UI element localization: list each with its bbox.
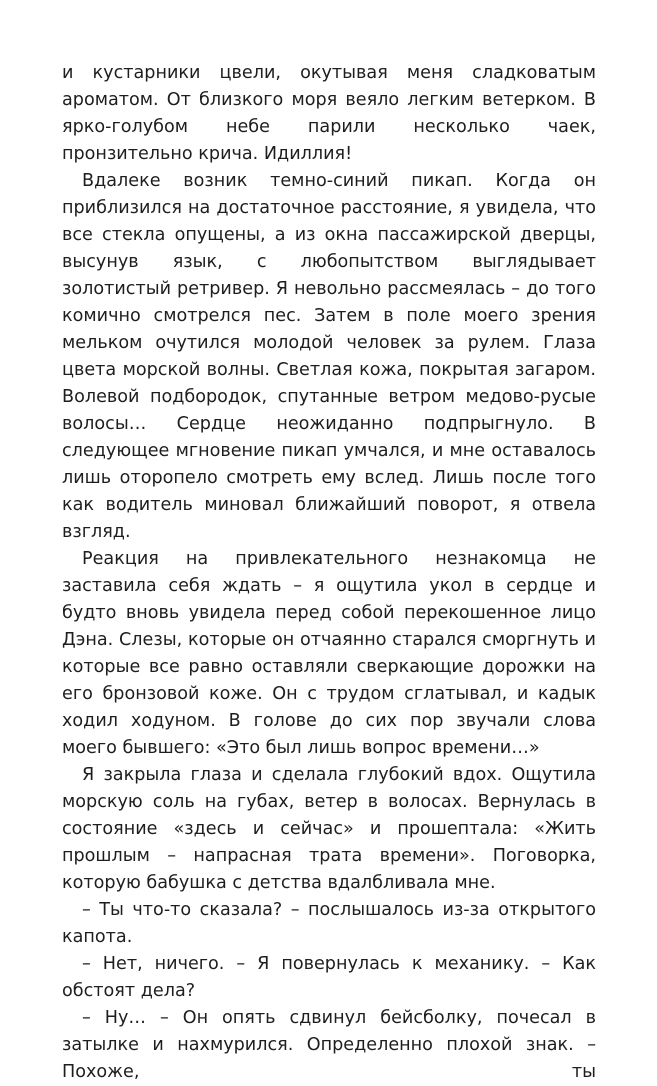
dialogue-line-1: – Ты что-то сказала? – послышалось из-за открытого капота. (62, 900, 596, 947)
paragraph-2: Вдалеке возник темно-синий пикап. Когда он приблизился на достаточное расстояние, я увидела, что все стекла опущены, а из окна пассажирской дверцы, высунув язык, с любопытством выглядывает золотистый ретривер. Я невольно рассмеялась – до того комично смотрелся пес. Затем в поле моего зрения мельком очутился молодой человек за рулем. Глаза цвета морской волны. Светлая кожа, покрытая загаром. Волевой подбородок, спутанные ветром медово-русые волосы… Сердце неожиданно подпрыгнуло. В следующее мгновение пикап умчался, и мне оставалось лишь оторопело смотреть ему вслед. Лишь после того как водитель миновал ближайший поворот, я отвела взгляд. (62, 171, 596, 542)
paragraph-3: Реакция на привлекательного незнакомца не заставила себя ждать – я ощутила укол в сердце и будто вновь увидела перед собой перекошенное лицо Дэна. Слезы, которые он отчаянно старался сморгнуть и которые все равно оставляли сверкающие дорожки на его бронзовой коже. Он с трудом сглатывал, и кадык ходил ходуном. В голове до сих пор звучали слова моего бывшего: «Это был лишь вопрос времени…» (62, 549, 596, 758)
paragraph-1: и кустарники цвели, окутывая меня сладковатым ароматом. От близкого моря веяло легким ветерком. В ярко-голубом небе парили несколько чаек, пронзительно крича. Идиллия! (62, 63, 596, 164)
paragraph-4: Я закрыла глаза и сделала глубокий вдох. Ощутила морскую соль на губах, ветер в волосах. Вернулась в состояние «здесь и сейчас» и прошептала: «Жить прошлым – напрасная трата времени». Поговорка, которую бабушка с детства вдалбливала мне. (62, 765, 596, 893)
dialogue-line-3: – Ну… – Он опять сдвинул бейсболку, почесал в затылке и нахмурился. Определенно плохой знак. – Похоже, ты (62, 1008, 596, 1082)
book-page (62, 60, 596, 1086)
dialogue-line-2: – Нет, ничего. – Я повернулась к механику. – Как обстоят дела? (62, 954, 596, 1001)
